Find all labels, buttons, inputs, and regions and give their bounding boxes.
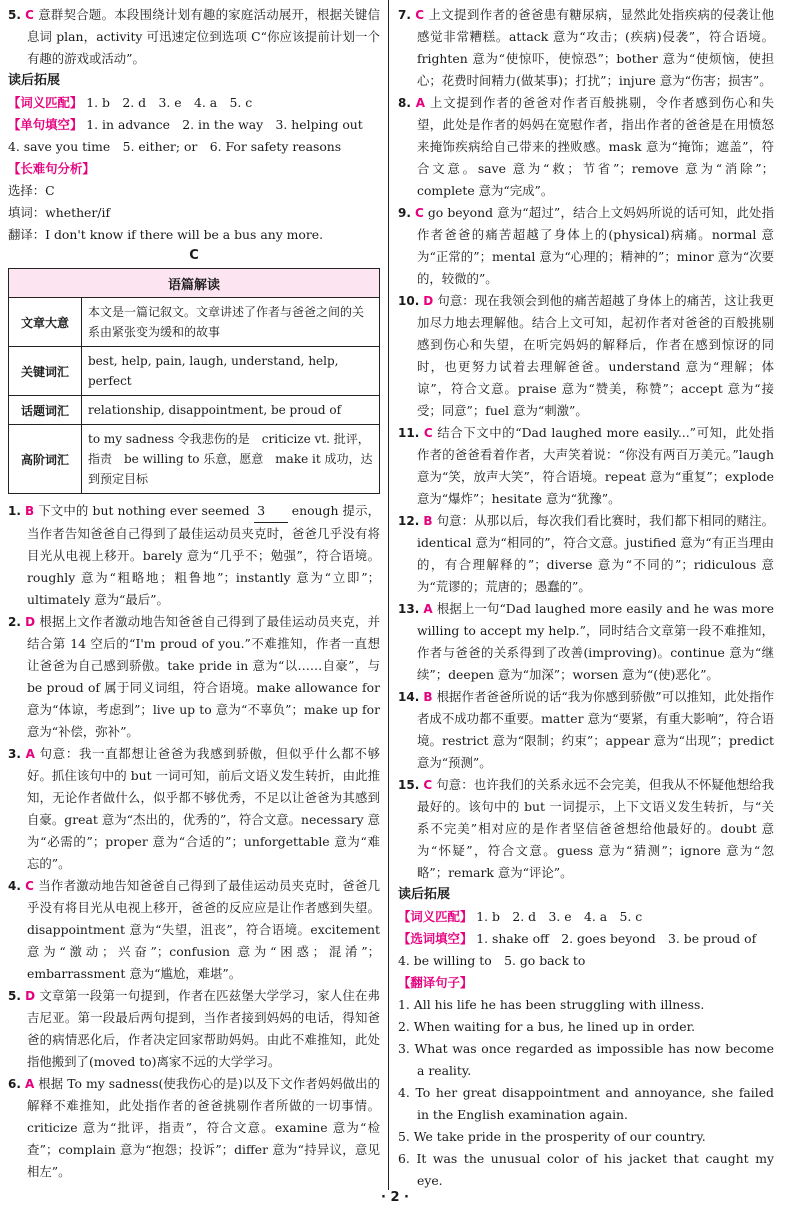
row-content: to my sadness 令我悲伤的是 criticize vt. 批评，指责 be willing to 乐意，愿意 make it 成功，达到预定目标	[82, 425, 380, 494]
section-title: 读后拓展	[8, 73, 61, 88]
translation-sentence	[398, 1148, 774, 1192]
translation-sentence	[398, 1038, 774, 1082]
right-column	[398, 4, 774, 1192]
explanation: 句意：也许我们的关系永远不会完美，但我从不怀疑他想给我最好的。该句中的 but 一词提示，上下文语义发生转折，与“关系不完美”相对应的是作者坚信爸爸想给他最好的。doubt 意为“怀疑”，符合文意。guess 意为“猜测”；ignore 意为“忽略”；remark 意为“评论”。	[417, 777, 774, 880]
explanation: 结合下文中的“Dad laughed more easily...”可知，此处指作者的爸爸看着作者，大声笑着说：“你没有两百万美元。”laugh 意为“笑，放声大笑”，符合语境。repeat 意为“重复”；explode 意为“爆炸”；hesitate 意为“犹豫”。	[417, 425, 774, 506]
fill-answers: 1. shake off 2. goes beyond 3. be proud of	[476, 931, 757, 946]
item-number: 15.	[398, 778, 420, 792]
explanation-pre: 下文中的 but nothing ever seemed	[38, 503, 250, 518]
item-number: 4.	[8, 879, 21, 893]
answer-letter: D	[423, 294, 434, 308]
answer-letter: A	[25, 747, 35, 761]
explanation: 句意：我一直都想让爸爸为我感到骄傲，但似乎什么都不够好。抓住该句中的 but 一词可知，前后文语义发生转折，由此推知，无论作者做什么，似乎都不够优秀，不足以让爸爸为其感到自豪。great 意为“杰出的，优秀的”，符合文意。necessary 意为“必需的”；proper 意为“合适的”；unforgettable 意为“难忘的”。	[27, 746, 380, 871]
fill-answers-cont: 4. be willing to 5. go back to	[398, 953, 586, 968]
answer-item-2	[8, 611, 380, 743]
answer-item-10	[398, 290, 774, 422]
answer-letter: B	[423, 514, 433, 528]
answer-item-15	[398, 774, 774, 884]
word-fill	[398, 928, 774, 950]
answer-item-9	[398, 202, 774, 290]
explanation: 根据 To my sadness(使我伤心的是)以及下文作者妈妈做出的解释不难推知，此处指作者的爸爸挑剔作者所做的一切事情。criticize 意为“批评，指责”，符合文意。examine 意为“检查”；complain 意为“抱怨；投诉”；differ 意为“持异议，意见相左”。	[27, 1076, 380, 1179]
answer-item-1	[8, 500, 380, 611]
explanation: 根据上文作者激动地告知爸爸自己得到了最佳运动员夹克，并结合第 14 空后的“I'm proud of you.”不难推知，作者一直想让爸爸为自己感到骄傲。take pride in 意为“以……自豪”，与 be proud of 属于同义词组，符合语境。make allowance for 意为“体谅，考虑到”；live up to 意为“不辜负”；make up for 意为“补偿，弥补”。	[27, 614, 380, 739]
item-number: 13.	[398, 602, 420, 616]
answer-letter: A	[423, 602, 433, 616]
item-number: 12.	[398, 514, 420, 528]
item-number: 10.	[398, 294, 420, 308]
answer-item-7	[398, 4, 774, 92]
passage-analysis-table	[8, 268, 380, 494]
answer-letter: C	[25, 879, 34, 893]
fill-answers-cont: 4. save you time 5. either; or 6. For safety reasons	[8, 139, 342, 154]
match-answers: 1. b 2. d 3. e 4. a 5. c	[86, 95, 253, 110]
item-number: 5.	[8, 989, 21, 1003]
answer-letter: B	[423, 690, 433, 704]
tag-label: 【词义匹配】	[8, 95, 83, 110]
translation-tag	[398, 972, 774, 994]
sentence-text: What was once regarded as impossible has now become a reality.	[414, 1041, 774, 1078]
explanation: 上文提到作者的爸爸对作者百般挑剔，令作者感到伤心和失望，此处是作者的妈妈在宽慰作者，指出作者的爸爸是在用愤怒来掩饰疾病给自己带来的挫败感。mask 意为“掩饰；遮盖”，符合文意。save 意为“救；节省”；remove 意为“消除”；complete 意为“完成”。	[417, 95, 774, 198]
long-choice: 选择：C	[8, 183, 55, 198]
section-heading-c: C	[189, 248, 199, 263]
answer-item-14	[398, 686, 774, 774]
item-number: 5.	[8, 8, 21, 22]
answer-item-3	[8, 743, 380, 875]
page-number: · 2 ·	[381, 1190, 409, 1205]
explanation: 根据作者爸爸所说的话“我为你感到骄傲”可以推知，此处指作者成不成功都不重要。matter 意为“要紧，有重大影响”，符合语境。restrict 意为“限制；约束”；appear 意为“出现”；predict 意为“预测”。	[417, 689, 774, 770]
match-answers: 1. b 2. d 3. e 4. a 5. c	[476, 909, 643, 924]
row-content: 本文是一篇记叙文。文章讲述了作者与爸爸之间的关系由紧张变为缓和的故事	[82, 298, 380, 347]
row-heading: 话题词汇	[9, 396, 82, 425]
long-translate: 翻译：I don't know if there will be a bus any more.	[8, 227, 324, 242]
sentence-fill	[8, 114, 380, 136]
answer-item-6	[8, 1073, 380, 1183]
item-number: 3.	[8, 747, 21, 761]
explanation: 当作者激动地告知爸爸自己得到了最佳运动员夹克时，爸爸几乎没有将目光从电视上移开，爸爸的反应应是让作者感到失望。disappointment 意为“失望，沮丧”，符合语境。excitement 意为“激动；兴奋”；confusion 意为“困惑；混淆”；embarrassment 意为“尴尬，难堪”。	[27, 878, 380, 981]
explanation: 文章第一段第一句提到，作者在匹兹堡大学学习，家人住在弗吉尼亚。第一段最后两句提到，当作者接到妈妈的电话，得知爸爸的病情恶化后，作者决定回家帮助妈妈。由此不难推知，此处指他搬到了(moved to)离家不远的大学学习。	[27, 988, 380, 1069]
vocab-match	[8, 92, 380, 114]
sentence-text: When waiting for a bus, he lined up in order.	[413, 1019, 696, 1034]
row-heading: 关键词汇	[9, 347, 82, 396]
translation-sentence	[398, 1126, 774, 1148]
item-number: 8.	[398, 96, 411, 110]
item-number: 6.	[8, 1077, 21, 1091]
answer-item-5	[8, 985, 380, 1073]
row-content: relationship, disappointment, be proud of	[82, 396, 380, 425]
table-header: 语篇解读	[9, 269, 380, 298]
answer-letter: C	[423, 426, 433, 440]
vocab-match	[398, 906, 774, 928]
sentence-number: 5.	[398, 1129, 410, 1144]
translation-sentence	[398, 994, 774, 1016]
long-sentence-tag	[8, 158, 380, 180]
tag-label: 【单句填空】	[8, 117, 83, 132]
row-content: best, help, pain, laugh, understand, help, perfect	[82, 347, 380, 396]
translation-sentence	[398, 1016, 774, 1038]
answer-letter: D	[25, 615, 36, 629]
sentence-text: We take pride in the prosperity of our country.	[413, 1129, 706, 1144]
answer-letter: A	[24, 1077, 35, 1091]
sentence-text: All his life he has been struggling with illness.	[413, 997, 705, 1012]
sentence-number: 3.	[398, 1041, 410, 1056]
answer-item-12	[398, 510, 774, 598]
item-number: 1.	[8, 504, 21, 518]
translation-sentence	[398, 1082, 774, 1126]
answer-letter: A	[415, 96, 426, 110]
tag-label: 【词义匹配】	[398, 909, 473, 924]
explanation: 根据上一句“Dad laughed more easily and he was more willing to accept my help.”，同时结合文章第一段不难推知，作者与爸爸的关系得到了改善(improving)。continue 意为“继续”；deepen 意为“加深”；worsen 意为“(使)恶化”。	[417, 601, 774, 682]
tag-label: 【长难句分析】	[8, 161, 95, 176]
explanation: 上文提到作者的爸爸患有糖尿病，显然此处指疾病的侵袭让他感觉非常糟糕。attack 意为“攻击；(疾病)侵袭”，符合语境。frighten 意为“使惊吓，使惊恐”；bother 意为“使烦恼，使担心；花费时间精力(做某事)；打扰”；injure 意为“伤害；损害”。	[417, 7, 774, 88]
answer-item-13	[398, 598, 774, 686]
explanation: 意群契合题。本段围绕计划有趣的家庭活动展开，根据关键信息词 plan，activity 可迅速定位到选项 C“你应该提前计划一个有趣的游戏或活动”。	[27, 7, 380, 66]
explanation: 句意：从那以后，每次我们看比赛时，我们都下相同的赌注。identical 意为“相同的”，符合文意。justified 意为“有正当理由的，有合理解释的”；diverse 意为“不同的”；ridiculous 意为“荒谬的；荒唐的；愚蠢的”。	[417, 513, 774, 594]
item-number: 11.	[398, 426, 420, 440]
sentence-text: To her great disappointment and annoyance, she failed in the English examination again.	[415, 1085, 774, 1122]
item-number: 7.	[398, 8, 411, 22]
sentence-number: 2.	[398, 1019, 410, 1034]
item-number: 14.	[398, 690, 420, 704]
sentence-number: 1.	[398, 997, 410, 1012]
long-fill: 填词：whether/if	[8, 205, 111, 220]
explanation: go beyond 意为“超过”，结合上文妈妈所说的话可知，此处指作者爸爸的痛苦超越了身体上的(physical)病痛。normal 意为“正常的”；mental 意为“心理的；精神的”；minor 意为“次要的，较微的”。	[417, 205, 774, 286]
answer-letter: C	[415, 8, 425, 22]
explanation: 句意：现在我领会到他的痛苦超越了身体上的痛苦，这让我更加尽力地去理解他。结合上文可知，起初作者对爸爸的百般挑剔感到伤心和失望，在听完妈妈的解释后，作者在感到惊讶的同时，也更努力试着去理解爸爸。understand 意为“理解；体谅”，符合文意。praise 意为“赞美，称赞”；accept 意为“接受；同意”；fuel 意为“刺激”。	[417, 293, 774, 418]
tag-label: 【翻译句子】	[398, 975, 473, 990]
fill-answers: 1. in advance 2. in the way 3. helping out	[86, 117, 363, 132]
sentence-number: 4.	[398, 1085, 410, 1100]
left-column	[8, 4, 380, 1183]
row-heading: 高阶词汇	[9, 425, 82, 494]
row-heading: 文章大意	[9, 298, 82, 347]
explanation: enough 提示，当作者告知爸爸自己得到了最佳运动员夹克时，爸爸几乎没有将目光从电视上移开。barely 意为“几乎不；勉强”，符合语境。roughly 意为“粗略地；粗鲁地”；instantly 意为“立即”；ultimately 意为“最后”。	[27, 503, 380, 607]
answer-item-8	[398, 92, 774, 202]
blank-number: 3	[254, 500, 288, 523]
answer-letter: C	[415, 206, 424, 220]
sentence-text: It was the unusual color of his jacket that caught my eye.	[416, 1151, 774, 1188]
answer-letter: C	[423, 778, 433, 792]
answer-item-11	[398, 422, 774, 510]
answer-letter: D	[25, 989, 36, 1003]
item-number: 9.	[398, 206, 411, 220]
answer-item-4	[8, 875, 380, 985]
answer-item-5-prev	[8, 4, 380, 70]
tag-label: 【选词填空】	[398, 931, 473, 946]
sentence-number: 6.	[398, 1151, 410, 1166]
column-divider	[388, 0, 389, 1190]
answer-letter: C	[25, 8, 34, 22]
answer-letter: B	[25, 504, 35, 518]
item-number: 2.	[8, 615, 21, 629]
section-title: 读后拓展	[398, 887, 451, 902]
